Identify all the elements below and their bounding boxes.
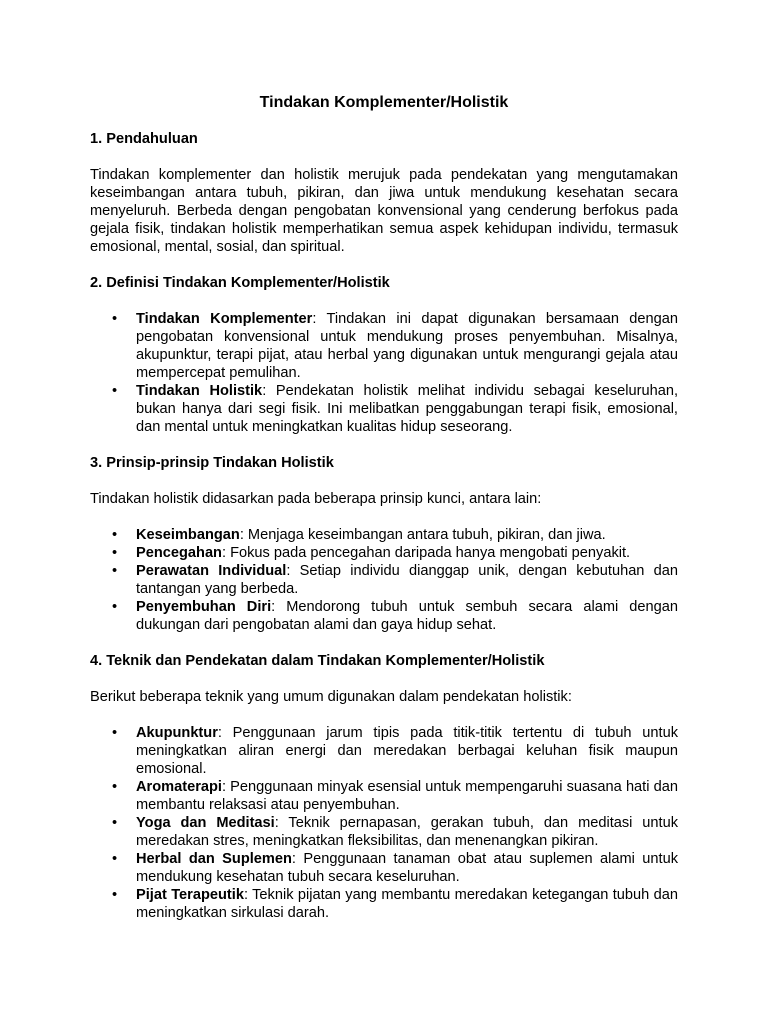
section-paragraph-teknik: Berikut beberapa teknik yang umum digunakan dalam pendekatan holistik: [90, 689, 572, 705]
bullet-icon: • [112, 851, 118, 867]
list-item-text: : Penggunaan tanaman obat atau suplemen alami untuk mendukung kesehatan tubuh secara keseluruhan. [136, 851, 679, 885]
bullet-icon: • [112, 311, 118, 327]
document-page [90, 93, 678, 940]
definition-list [90, 310, 678, 436]
bullet-icon: • [112, 725, 118, 741]
list-item [90, 544, 678, 562]
list-item [90, 598, 678, 634]
list-item [90, 778, 678, 814]
list-item [90, 562, 678, 598]
bullet-icon: • [112, 599, 118, 615]
bullet-icon: • [112, 563, 118, 579]
bullet-icon: • [112, 527, 118, 543]
list-item [90, 526, 678, 544]
bullet-icon: • [112, 545, 118, 561]
list-item-text: : Tindakan ini dapat digunakan bersamaan dengan pengobatan konvensional untuk mendukung proses penyembuhan. Misalnya, akupunktur, terapi pijat, atau herbal yang digunakan untuk mengurangi gejala atau mempercepat pemulihan. [136, 311, 679, 381]
list-item-term: Akupunktur [136, 725, 218, 741]
bullet-icon: • [112, 815, 118, 831]
section-heading-pendahuluan: 1. Pendahuluan [90, 131, 198, 147]
list-item-text: : Teknik pijatan yang membantu meredakan ketegangan tubuh dan meningkatkan sirkulasi darah. [136, 887, 679, 921]
list-item [90, 814, 678, 850]
list-item-term: Perawatan Individual [136, 563, 287, 579]
document-title: Tindakan Komplementer/Holistik [259, 94, 509, 111]
list-item-term: Penyembuhan Diri [136, 599, 272, 615]
section-heading-definisi: 2. Definisi Tindakan Komplementer/Holistik [90, 275, 390, 291]
list-item-text: : Pendekatan holistik melihat individu sebagai keseluruhan, bukan hanya dari segi fisik. Ini melibatkan penggabungan terapi fisik, emosional, dan mental untuk meningkatkan kualitas hidup seseorang. [136, 383, 678, 435]
bullet-icon: • [112, 887, 118, 903]
bullet-icon: • [112, 383, 118, 399]
list-item-term: Tindakan Komplementer [136, 311, 313, 327]
section-heading-teknik: 4. Teknik dan Pendekatan dalam Tindakan Komplementer/Holistik [90, 653, 545, 669]
list-item [90, 310, 678, 382]
list-item-term: Pencegahan [136, 545, 222, 561]
list-item [90, 886, 678, 922]
list-item-term: Tindakan Holistik [136, 383, 263, 399]
list-item-text: : Mendorong tubuh untuk sembuh secara alami dengan dukungan dari pengobatan alami dan gaya hidup sehat. [136, 599, 678, 633]
list-item [90, 850, 678, 886]
list-item [90, 382, 678, 436]
list-item-text: : Teknik pernapasan, gerakan tubuh, dan meditasi untuk meredakan stres, meningkatkan fleksibilitas, dan menenangkan pikiran. [136, 815, 679, 849]
techniques-list [90, 724, 678, 922]
list-item-text: : Penggunaan minyak esensial untuk mempengaruhi suasana hati dan membantu relaksasi atau penyembuhan. [136, 779, 678, 813]
section-paragraph-pendahuluan: Tindakan komplementer dan holistik merujuk pada pendekatan yang mengutamakan keseimbangan antara tubuh, pikiran, dan jiwa untuk mendukung kesehatan secara menyeluruh. Berbeda dengan pengobatan konvensional yang cenderung berfokus pada gejala fisik, tindakan holistik memperhatikan semua aspek kehidupan individu, termasuk emosional, mental, sosial, dan spiritual. [90, 167, 678, 255]
list-item-text: : Menjaga keseimbangan antara tubuh, pikiran, dan jiwa. [239, 527, 606, 543]
list-item-term: Keseimbangan [136, 527, 240, 543]
list-item-term: Yoga dan Meditasi [136, 815, 275, 831]
list-item-text: : Penggunaan jarum tipis pada titik-titik tertentu di tubuh untuk meningkatkan aliran energi dan meredakan berbagai keluhan fisik maupun emosional. [136, 725, 678, 777]
list-item-text: : Setiap individu dianggap unik, dengan kebutuhan dan tantangan yang berbeda. [136, 563, 679, 597]
list-item-term: Pijat Terapeutik [136, 887, 244, 903]
bullet-icon: • [112, 779, 118, 795]
list-item-text: : Fokus pada pencegahan daripada hanya mengobati penyakit. [221, 545, 631, 561]
list-item [90, 724, 678, 778]
section-heading-prinsip: 3. Prinsip-prinsip Tindakan Holistik [90, 455, 334, 471]
list-item-term: Aromaterapi [136, 779, 222, 795]
list-item-term: Herbal dan Suplemen [136, 851, 292, 867]
section-paragraph-prinsip: Tindakan holistik didasarkan pada beberapa prinsip kunci, antara lain: [90, 491, 542, 507]
principles-list [90, 526, 678, 634]
